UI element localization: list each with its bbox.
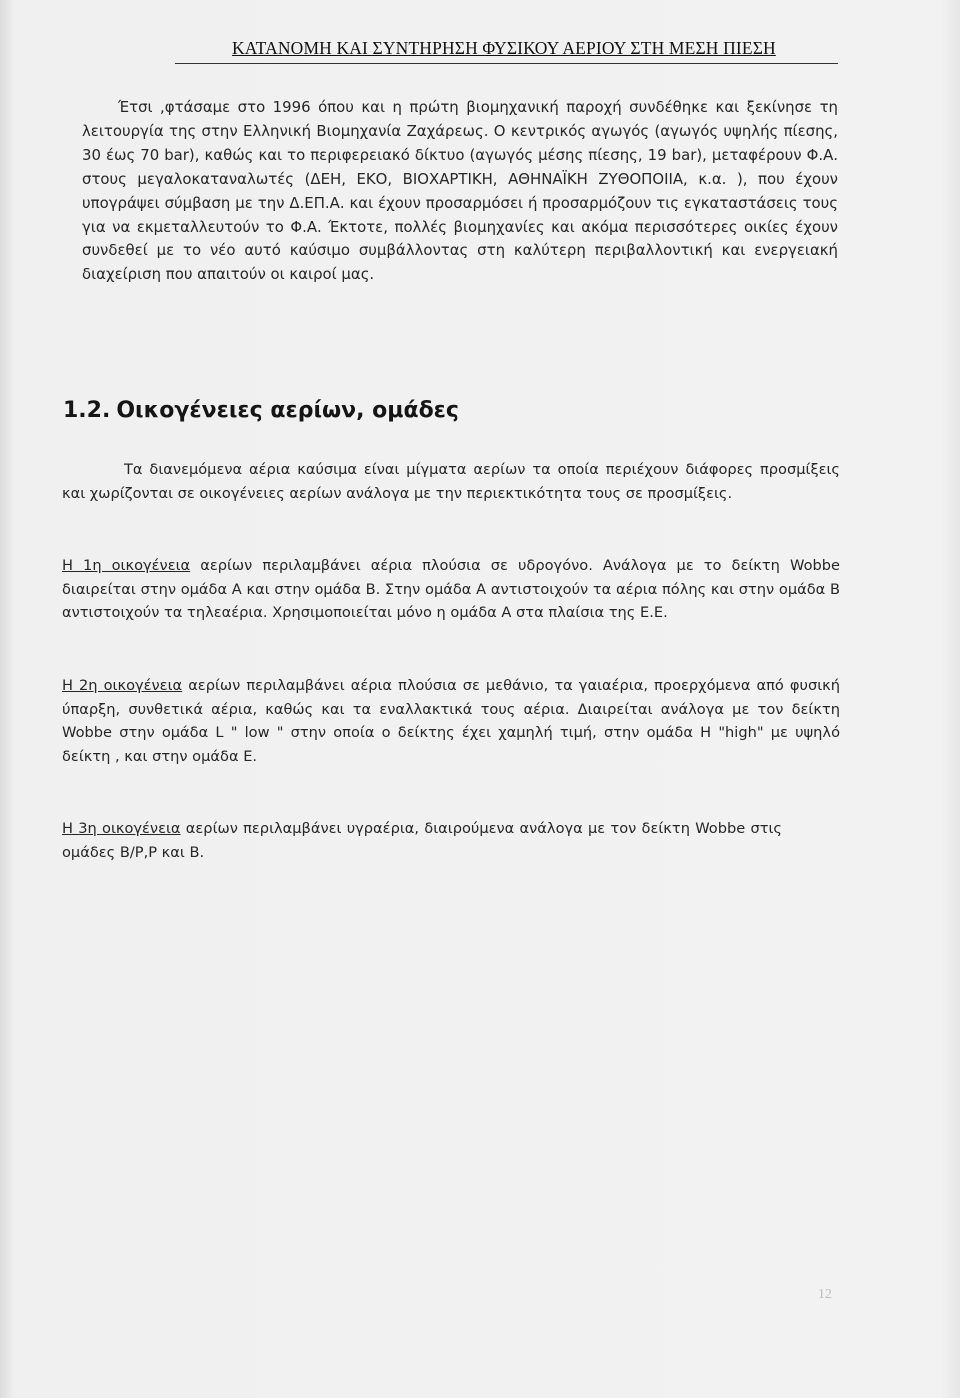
family-1-paragraph [62, 554, 840, 625]
family-2-label: Η 2η οικογένεια [62, 677, 183, 694]
intro-paragraph: Έτσι ,φτάσαμε στο 1996 όπου και η πρώτη βιομηχανική παροχή συνδέθηκε και ξεκίνησε τη λειτουργία της στην Ελληνική Βιομηχανία Ζαχάρεως. Ο κεντρικός αγωγός (αγωγός υψηλής πίεσης, 30 έως 70 bar), καθώς και το περιφερειακό δίκτυο (αγωγός μέσης πίεσης, 19 bar), μεταφέρουν Φ.Α. στους μεγαλοκαταναλωτές (ΔΕΗ, ΕΚΟ, ΒΙΟΧΑΡΤΙΚΗ, ΑΘΗΝΑΪΚΗ ΖΥΘΟΠΟΙΙΑ, κ.α. ), που έχουν υπογράψει σύμβαση με την Δ.ΕΠ.Α. και έχουν προσαρμόσει ή προσαρμόζουν τις εγκαταστάσεις τους για να εκμεταλλευτούν το Φ.Α. Έκτοτε, πολλές βιομηχανίες και ακόμα περισσότερες οικίες έχουν συνδεθεί με το νέο αυτό καύσιμο συμβάλλοντας στη καλύτερη περιβαλλοντική και ενεργειακή διαχείριση που απαιτούν οι καιροί μας. [82, 98, 838, 284]
header-rule [175, 63, 838, 64]
section-intro-paragraph: Τα διανεμόμενα αέρια καύσιμα είναι μίγματα αερίων τα οποία περιέχουν διάφορες προσμίξεις και χωρίζονται σε οικογένειες αερίων ανάλογα με την περιεκτικότητα τους σε προσμίξεις. [62, 461, 840, 502]
page-number: 12 [818, 1287, 832, 1302]
family-2-text: αερίων περιλαμβάνει αέρια πλούσια σε μεθάνιο, τα γαιαέρια, προερχόμενα από φυσική ύπαρξη, συνθετικά αέρια, καθώς και τα εναλλακτικά τους αέρια. Διαιρείται ανάλογα με τον δείκτη Wobbe στην ομάδα L " low " στην οποία ο δείκτης έχει χαμηλή τιμή, στην ομάδα Η "high" με υψηλό δείκτη , και στην ομάδα Ε. [62, 677, 841, 765]
section-heading [63, 398, 763, 423]
family-3-text: αερίων περιλαμβάνει υγραέρια, διαιρούμενα ανάλογα με τον δείκτη Wobbe στις ομάδες Β/Ρ,Ρ και Β. [62, 820, 782, 861]
section-number: 1.2. [63, 398, 111, 423]
family-2-paragraph [62, 674, 840, 768]
section-title: Οικογένειες αερίων, ομάδες [116, 398, 459, 423]
family-1-text: αερίων περιλαμβάνει αέρια πλούσια σε υδρογόνο. Ανάλογα με το δείκτη Wobbe διαιρείται στην ομάδα Α και στην ομάδα Β. Στην ομάδα Α αντιστοιχούν τα αέρια πόλης και στην ομάδα Β αντιστοιχούν τα τηλεαέρια. Χρησιμοποιείται μόνο η ομάδα Α στα πλαίσια της Ε.Ε. [62, 557, 840, 622]
family-3-paragraph [62, 817, 782, 864]
running-header: ΚΑΤΑΝΟΜΗ ΚΑΙ ΣΥΝΤΗΡΗΣΗ ΦΥΣΙΚΟΥ ΑΕΡΙΟΥ ΣΤΗ ΜΕΣΗ ΠΙΕΣΗ [232, 38, 776, 58]
family-1-label: Η 1η οικογένεια [62, 557, 191, 574]
family-3-label: Η 3η οικογένεια [62, 820, 181, 837]
